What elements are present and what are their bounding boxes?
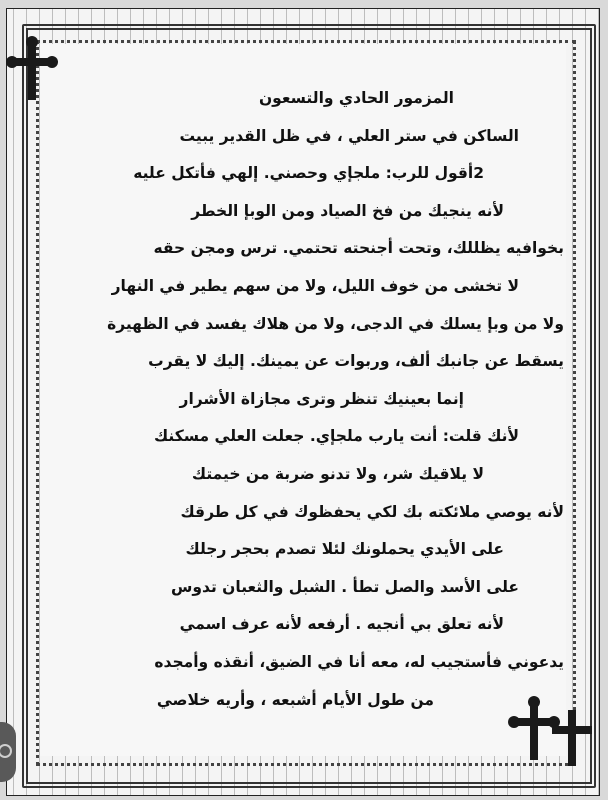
- psalm-line: لأنك قلت: أنت يارب ملجإي. جعلت العلي مسكنك: [153, 427, 519, 446]
- psalm-line: يدعوني فأستجيب له، معه أنا في الضيق، أنقذه وأمجده: [154, 652, 564, 671]
- psalm-line: الساكن في ستر العلي ، في ظل القدير يبيت: [179, 126, 519, 145]
- psalm-text: [44, 80, 564, 719]
- ring-icon: [0, 744, 12, 758]
- psalm-line: ولا من وبإ يسلك في الدجى، ولا من هلاك يفسد في الظهيرة: [107, 314, 564, 333]
- psalm-line: إنما بعينيك تنظر وترى مجازاة الأشرار: [179, 389, 464, 408]
- psalm-title: المزمور الحادي والتسعون: [258, 89, 454, 107]
- psalm-line: يسقط عن جانبك ألف، وربوات عن يمينك. إليك لا يقرب: [148, 352, 564, 371]
- psalm-line: لا تخشى من خوف الليل، ولا من سهم يطير في النهار: [111, 276, 519, 295]
- psalm-line: لأنه ينجيك من فخ الصياد ومن الوبإ الخطر: [191, 201, 504, 220]
- psalm-line: لأنه تعلق بي أنجيه . أرفعه لأنه عرف اسمي: [179, 615, 504, 634]
- psalm-line: 2أقول للرب: ملجإي وحصني. إلهي فأتكل عليه: [133, 164, 484, 183]
- psalm-line: لأنه يوصي ملائكته بك لكي يحفظوك في كل طرقك: [180, 502, 564, 521]
- psalm-line: بخوافيه يظللك، وتحت أجنحته تحتمي. ترس ومجن حقه: [153, 239, 564, 258]
- overlay-tab[interactable]: [0, 722, 16, 782]
- psalm-line: لا يلاقيك شر، ولا تدنو ضربة من خيمتك: [191, 464, 484, 483]
- psalm-line: على الأيدي يحملونك لئلا تصدم بحجر رجلك: [185, 540, 504, 559]
- psalm-line: على الأسد والصل تطأ . الشبل والثعبان تدوس: [170, 577, 519, 596]
- psalm-line: من طول الأيام أشبعه ، وأريه خلاصي: [156, 690, 434, 709]
